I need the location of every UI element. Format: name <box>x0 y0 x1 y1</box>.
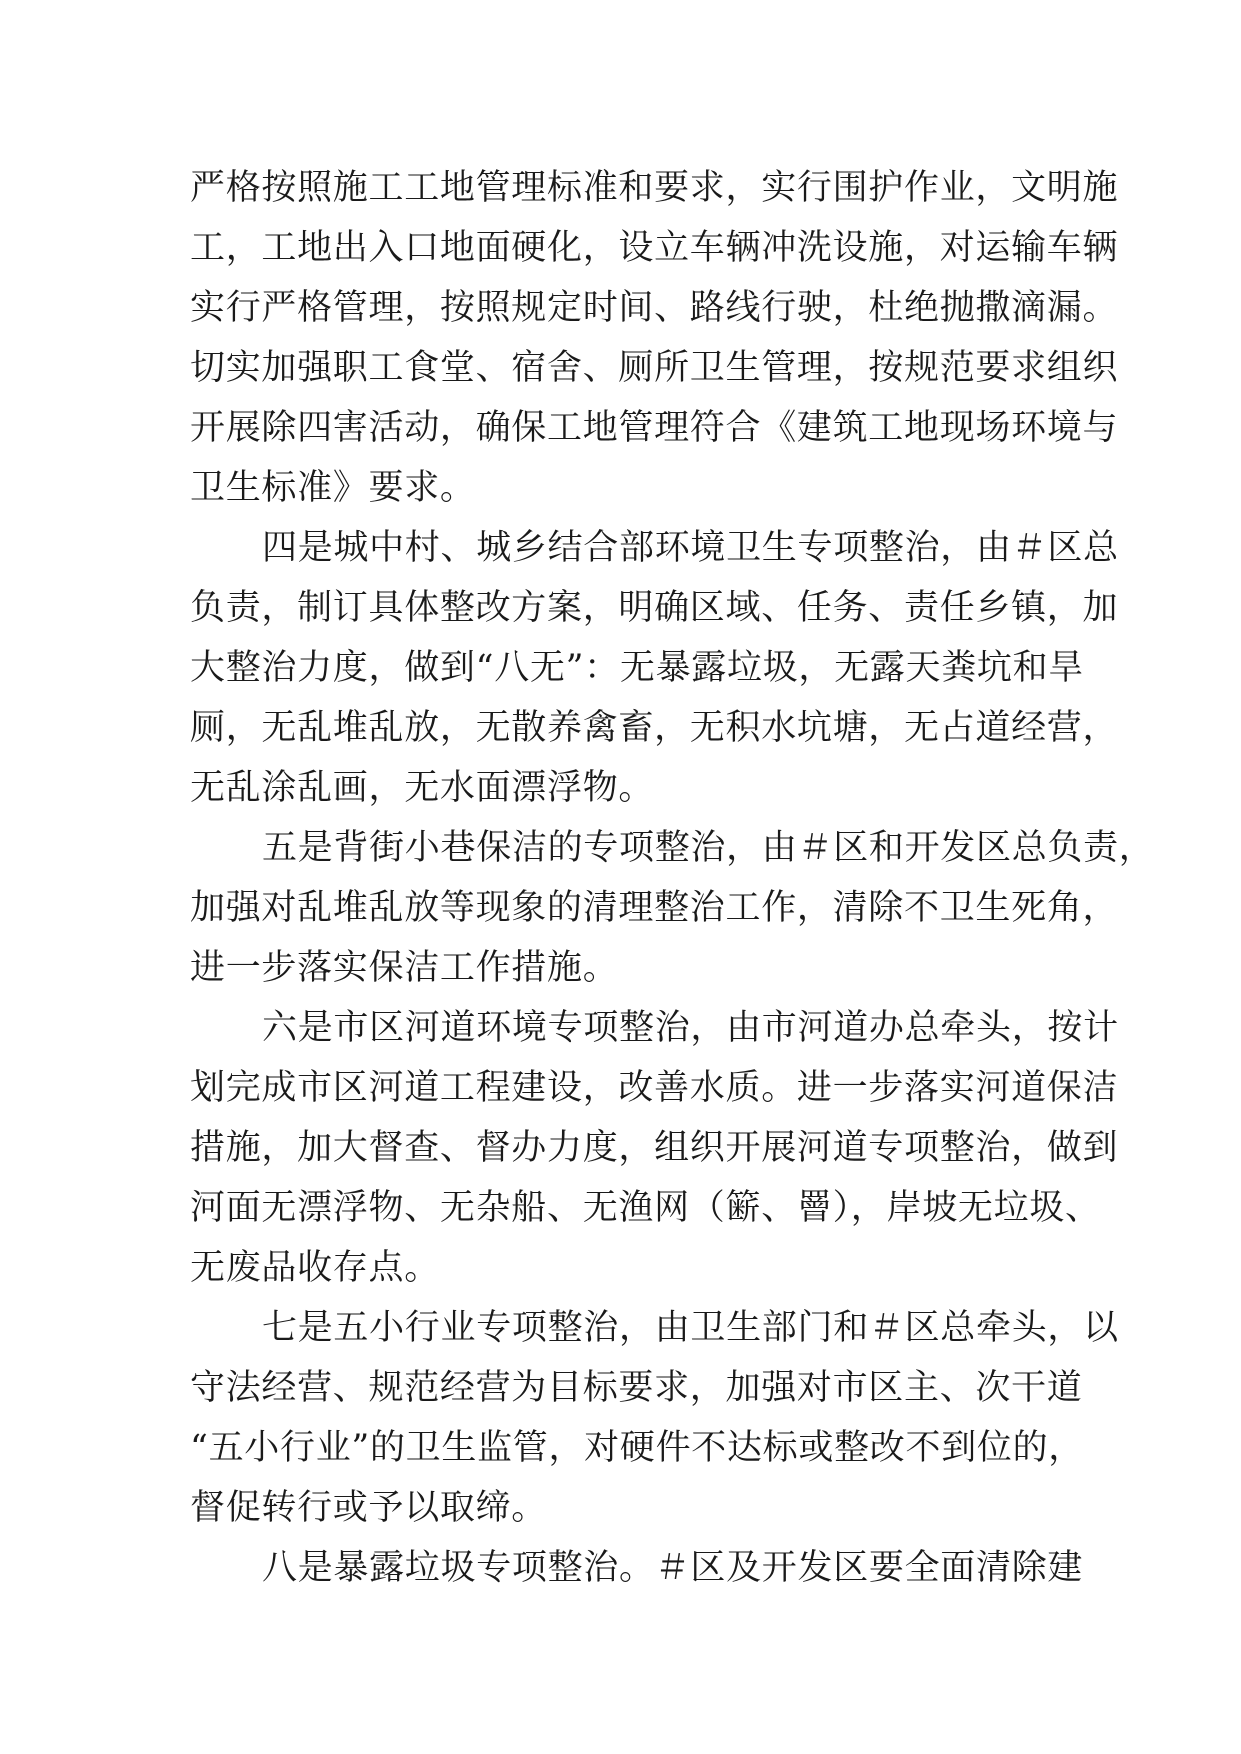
text-line: 八是暴露垃圾专项整治。＃区及开发区要全面清除建 <box>262 1548 1084 1588</box>
document-body <box>190 158 1155 1598</box>
text-line: 大整治力度，做到“八无”：无暴露垃圾，无露天粪坑和旱 <box>190 648 1084 688</box>
text-line: 开展除四害活动，确保工地管理符合《建筑工地现场环境与 <box>190 408 1119 448</box>
text-line: 划完成市区河道工程建设，改善水质。进一步落实河道保洁 <box>190 1068 1119 1108</box>
text-line: 无废品收存点。 <box>190 1248 440 1288</box>
text-line: 严格按照施工工地管理标准和要求，实行围护作业，文明施 <box>190 168 1119 208</box>
text-line: 厕，无乱堆乱放，无散养禽畜，无积水坑塘，无占道经营， <box>190 708 1119 748</box>
text-line: 无乱涂乱画，无水面漂浮物。 <box>190 768 655 808</box>
text-line: “五小行业”的卫生监管，对硬件不达标或整改不到位的， <box>190 1428 1084 1468</box>
text-line: 河面无漂浮物、无杂船、无渔网（簖、罾），岸坡无垃圾、 <box>190 1188 1101 1228</box>
text-line: 实行严格管理，按照规定时间、路线行驶，杜绝抛撒滴漏。 <box>190 288 1119 328</box>
text-line: 卫生标准》要求。 <box>190 468 476 508</box>
text-line: 守法经营、规范经营为目标要求，加强对市区主、次干道 <box>190 1368 1083 1408</box>
text-line: 六是市区河道环境专项整治，由市河道办总牵头，按计 <box>262 1008 1119 1048</box>
text-line: 加强对乱堆乱放等现象的清理整治工作，清除不卫生死角， <box>190 888 1119 928</box>
text-line: 措施，加大督查、督办力度，组织开展河道专项整治，做到 <box>190 1128 1119 1168</box>
text-line: 负责，制订具体整改方案，明确区域、任务、责任乡镇，加 <box>190 588 1119 628</box>
text-line: 工，工地出入口地面硬化，设立车辆冲洗设施，对运输车辆 <box>190 228 1119 268</box>
text-line: 七是五小行业专项整治，由卫生部门和＃区总牵头，以 <box>262 1308 1119 1348</box>
text-line: 督促转行或予以取缔。 <box>190 1488 548 1528</box>
text-line: 切实加强职工食堂、宿舍、厕所卫生管理，按规范要求组织 <box>190 348 1119 388</box>
text-line: 进一步落实保洁工作措施。 <box>190 948 619 988</box>
text-line: 四是城中村、城乡结合部环境卫生专项整治，由＃区总 <box>262 528 1119 568</box>
text-line: 五是背街小巷保洁的专项整治，由＃区和开发区总负责， <box>262 828 1155 868</box>
